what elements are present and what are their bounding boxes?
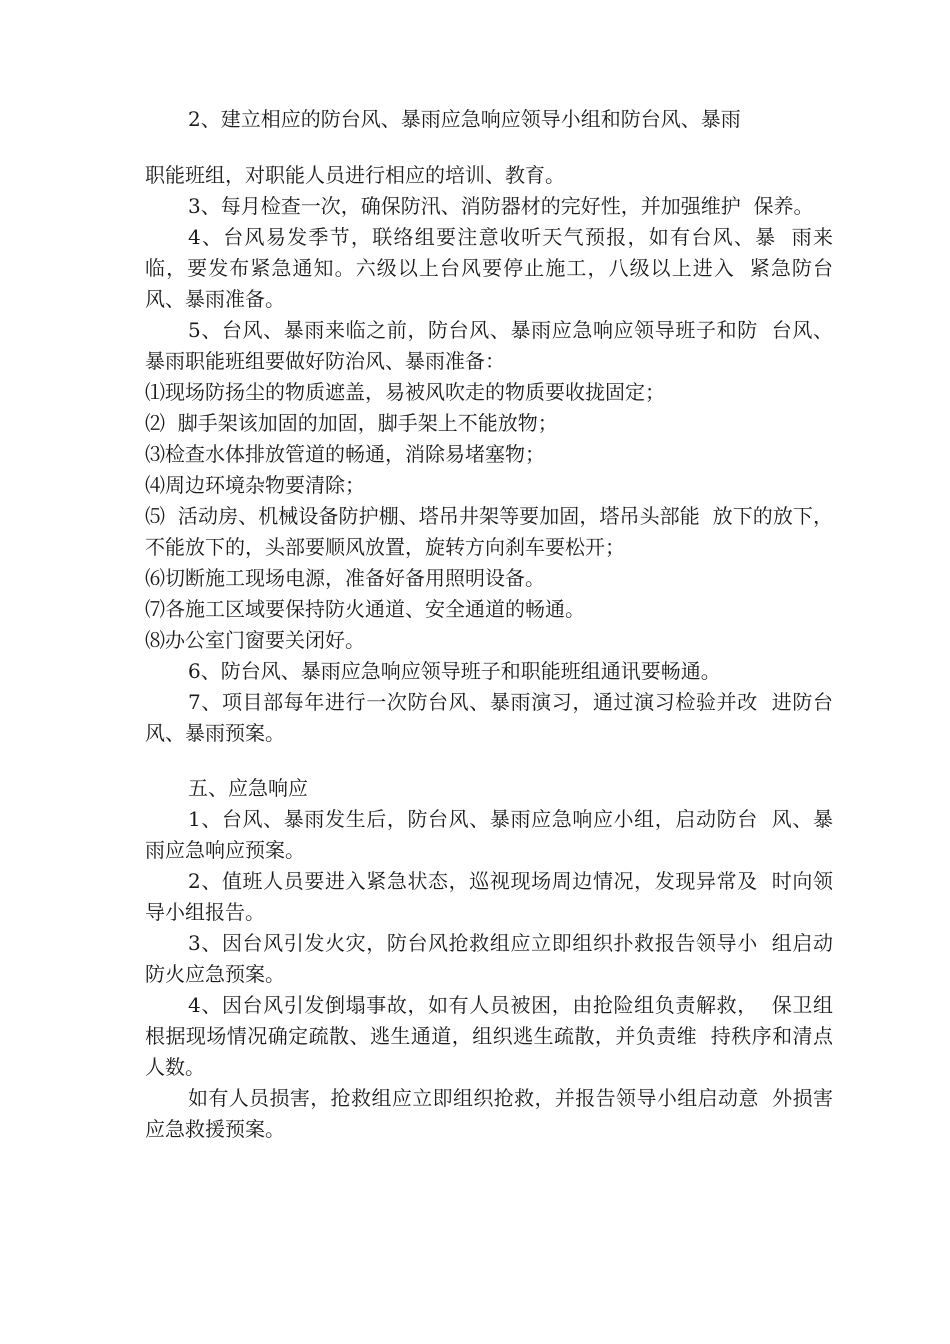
response-item-3: 3、因台风引发火灾，防台风抢救组应立即组织扑救报告领导小 组启动防火应急预案。: [145, 931, 833, 986]
response-item-1: 1、台风、暴雨发生后，防台风、暴雨应急响应小组，启动防台 风、暴雨应急响应预案。: [145, 807, 833, 862]
paragraph-item-2: 2、建立相应的防台风、暴雨应急响应领导小组和防台风、暴雨: [188, 107, 741, 131]
paragraph-item-7: 7、项目部每年进行一次防台风、暴雨演习，通过演习检验并改 进防台风、暴雨预案。: [145, 690, 833, 745]
sub-item-8: ⑻办公室门窗要关闭好。: [145, 628, 365, 652]
paragraph-item-6: 6、防台风、暴雨应急响应领导班子和职能班组通讯要畅通。: [188, 659, 721, 683]
response-item-5: 如有人员损害，抢救组应立即组织抢救，并报告领导小组启动意 外损害应急救援预案。: [145, 1086, 833, 1141]
response-item-2: 2、值班人员要进入紧急状态，巡视现场周边情况，发现异常及 时向领导小组报告。: [145, 869, 833, 924]
sub-item-1: ⑴现场防扬尘的物质遮盖，易被风吹走的物质要收拢固定；: [145, 380, 665, 404]
paragraph-item-3: 3、每月检查一次，确保防汛、消防器材的完好性，并加强维护 保养。: [188, 194, 814, 218]
sub-item-4: ⑷周边环境杂物要清除；: [145, 473, 365, 497]
sub-item-2: ⑵ 脚手架该加固的加固，脚手架上不能放物；: [145, 411, 558, 435]
sub-item-7: ⑺各施工区域要保持防火通道、安全通道的畅通。: [145, 597, 585, 621]
response-item-4: 4、因台风引发倒塌事故，如有人员被困，由抢险组负责解救， 保卫组根据现场情况确定疏散、逃生通道，组织逃生疏散，并负责维 持秩序和清点人数。: [145, 993, 833, 1079]
paragraph-item-4: 4、台风易发季节，联络组要注意收听天气预报，如有台风、暴 雨来临，要发布紧急通知。六级以上台风要停止施工，八级以上进入 紧急防台风、暴雨准备。: [145, 225, 833, 311]
paragraph-item-5: 5、台风、暴雨来临之前，防台风、暴雨应急响应领导班子和防 台风、暴雨职能班组要做好防治风、暴雨准备：: [145, 318, 833, 373]
paragraph-item-2-continued: 职能班组，对职能人员进行相应的培训、教育。: [145, 163, 565, 187]
sub-item-5: ⑸ 活动房、机械设备防护棚、塔吊井架等要加固，塔吊头部能 放下的放下，不能放下的，头部要顺风放置，旋转方向刹车要松开；: [145, 504, 833, 559]
sub-item-6: ⑹切断施工现场电源，准备好备用照明设备。: [145, 566, 545, 590]
sub-item-3: ⑶检查水体排放管道的畅通，消除易堵塞物；: [145, 442, 545, 466]
section-heading-emergency-response: 五、应急响应: [188, 776, 308, 800]
document-body: [145, 104, 833, 1145]
